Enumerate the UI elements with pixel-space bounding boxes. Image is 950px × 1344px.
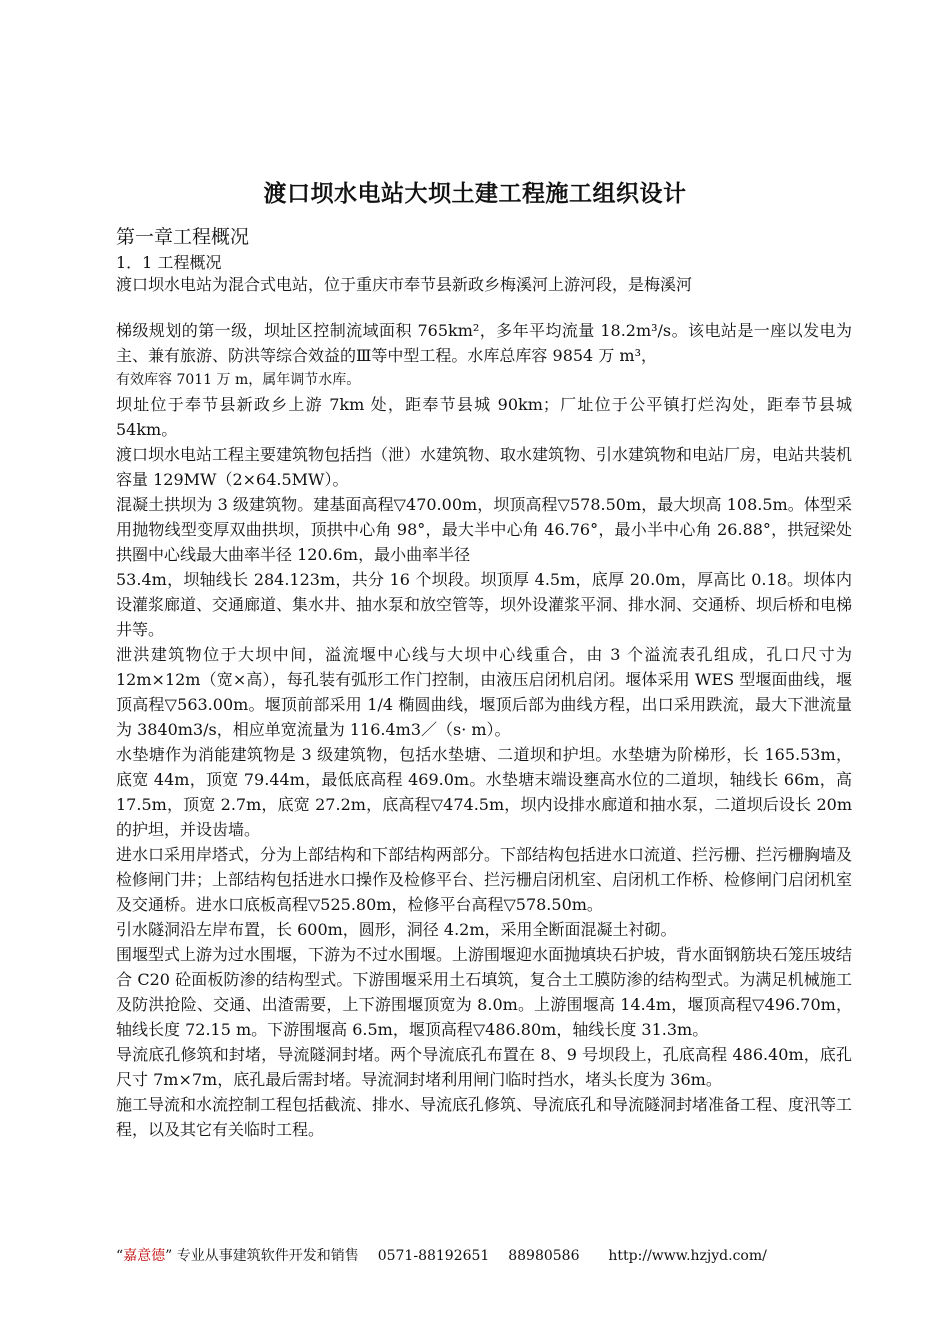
page-footer <box>116 1246 767 1266</box>
paragraph-basin: 梯级规划的第一级，坝址区控制流域面积 765km²，多年平均流量 18.2m³/s。该电站是一座以发电为主、兼有旅游、防洪等综合效益的Ⅲ等中型工程。水库总库容 9854 万 m³， <box>116 321 852 365</box>
paragraph-location: 坝址位于奉节县新政乡上游 7km 处，距奉节县城 90km；厂址位于公平镇打烂沟处，距奉节县城 54km。 <box>116 395 852 439</box>
footer-brand: 嘉意德 <box>123 1248 166 1264</box>
footer-quote-open: “ <box>116 1248 124 1264</box>
paragraph-plunge-pool: 水垫塘作为消能建筑物是 3 级建筑物，包括水垫塘、二道坝和护坦。水垫塘为阶梯形，长 165.53m，底宽 44m，顶宽 79.44m，最低底高程 469.0m。水垫塘末端设壅高水位的二道坝，轴线长 66m，高 17.5m，顶宽 2.7m，底宽 27.2m，底高程▽474.5m，坝内设排水廊道和抽水泵，二道坝后设长 20m 的护坦，并设齿墙。 <box>116 745 852 839</box>
paragraph-storage-note: 有效库容 7011 万 m，属年调节水库。 <box>116 372 361 388</box>
paragraph-intake: 进水口采用岸塔式，分为上部结构和下部结构两部分。下部结构包括进水口流道、拦污栅、拦污栅胸墙及检修闸门井；上部结构包括进水口操作及检修平台、拦污栅启闭机室、启闭机工作桥、检修闸门启闭机室及交通桥。进水口底板高程▽525.80m，检修平台高程▽578.50m。 <box>116 845 853 914</box>
footer-phone-primary: 0571-88192651 <box>377 1248 490 1264</box>
paragraph-spillway: 泄洪建筑物位于大坝中间，溢流堰中心线与大坝中心线重合，由 3 个溢流表孔组成，孔口尺寸为 12m×12m（宽×高），每孔装有弧形工作门控制，由液压启闭机启闭。堰体采用 WES 型堰面曲线，堰顶高程▽563.00m。堰顶前部采用 1/4 椭圆曲线，堰顶后部为曲线方程，出口采用跌流，最大下泄流量为 3840m3/s，相应单宽流量为 116.4m3／（s· m）。 <box>116 645 852 739</box>
paragraph-diversion-tunnel: 引水隧洞沿左岸布置，长 600m，圆形，洞径 4.2m，采用全断面混凝土衬砌。 <box>116 920 677 939</box>
document-title: 渡口坝水电站大坝土建工程施工组织设计 <box>263 180 687 207</box>
footer-phone-secondary: 88980586 <box>508 1248 580 1264</box>
paragraph-arch-dam: 混凝土拱坝为 3 级建筑物。建基面高程▽470.00m，坝顶高程▽578.50m，最大坝高 108.5m。体型采用抛物线型变厚双曲拱坝，顶拱中心角 98°，最大半中心角 46.76°，最小半中心角 26.88°，拱冠梁处拱圈中心线最大曲率半径 120.6m，最小曲率半径 <box>116 495 852 564</box>
footer-description: 专业从事建筑软件开发和销售 <box>176 1248 359 1264</box>
footer-quote-close: ” <box>165 1248 173 1264</box>
paragraph-main-structures: 渡口坝水电站工程主要建筑物包括挡（泄）水建筑物、取水建筑物、引水建筑物和电站厂房，电站共装机容量 129MW（2×64.5MW）。 <box>116 445 853 489</box>
paragraph-temporary-works: 施工导流和水流控制工程包括截流、排水、导流底孔修筑、导流底孔和导流隧洞封堵准备工程、度汛等工程，以及其它有关临时工程。 <box>116 1095 853 1139</box>
footer-website-link[interactable]: http://www.hzjyd.com/ <box>608 1248 767 1264</box>
paragraph-dam-details: 53.4m，坝轴线长 284.123m，共分 16 个坝段。坝顶厚 4.5m，底厚 20.0m，厚高比 0.18。坝体内设灌浆廊道、交通廊道、集水井、抽水泵和放空管等，坝外设灌浆平洞、排水洞、交通桥、坝后桥和电梯井等。 <box>116 570 853 639</box>
document-body <box>116 222 852 1142</box>
intro-paragraph: 渡口坝水电站为混合式电站，位于重庆市奉节县新政乡梅溪河上游河段，是梅溪河 <box>116 275 693 294</box>
paragraph-diversion-outlet: 导流底孔修筑和封堵，导流隧洞封堵。两个导流底孔布置在 8、9 号坝段上，孔底高程 486.40m，底孔尺寸 7m×7m，底孔最后需封堵。导流洞封堵利用闸门临时挡水，堵头长度为 36m。 <box>116 1045 852 1089</box>
paragraph-cofferdam: 围堰型式上游为过水围堰，下游为不过水围堰。上游围堰迎水面抛填块石护坡，背水面钢筋块石笼压坡结合 C20 砼面板防渗的结构型式。下游围堰采用土石填筑，复合土工膜防渗的结构型式。为满足机械施工及防洪抢险、交通、出渣需要，上下游围堰顶宽为 8.0m。上游围堰高 14.4m，堰顶高程▽496.70m，轴线长度 72.15 m。下游围堰高 6.5m，堰顶高程▽486.80m，轴线长度 31.3m。 <box>116 945 853 1039</box>
chapter-heading: 第一章工程概况 <box>116 226 250 248</box>
section-heading: 1．1 工程概况 <box>116 253 222 272</box>
